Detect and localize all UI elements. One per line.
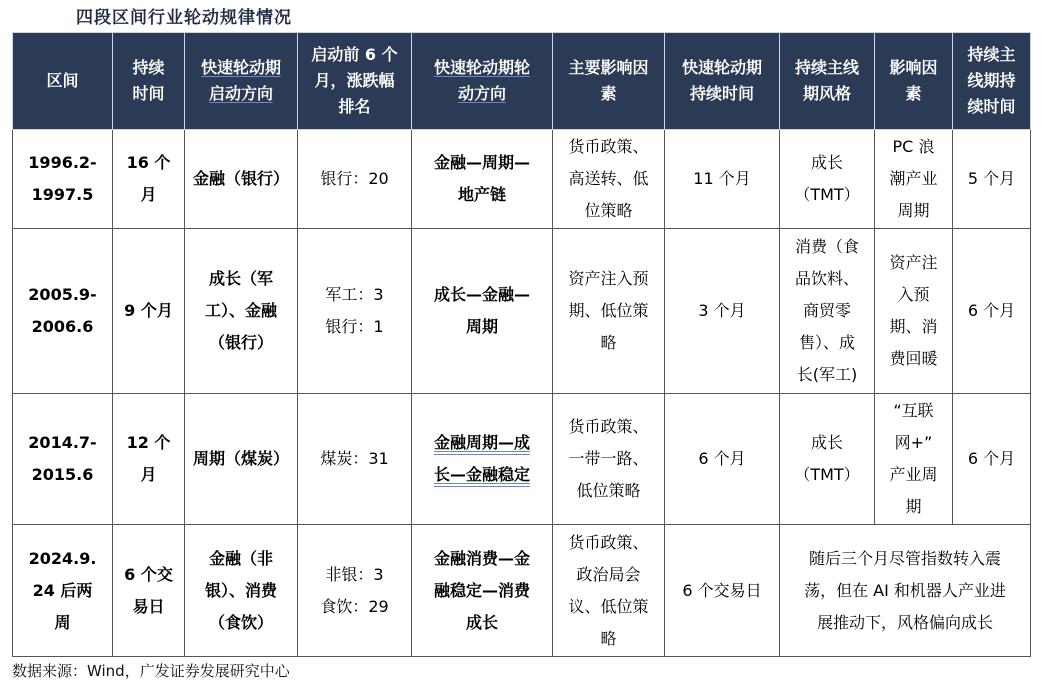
header-row — [13, 33, 1031, 130]
factors-cell — [553, 525, 665, 657]
header-cell — [13, 33, 113, 130]
cell-line: 高送转、低 — [568, 169, 649, 188]
table-title: 四段区间行业轮动规律情况 — [76, 8, 292, 28]
cell-line: 食饮：29 — [320, 596, 389, 616]
cell-line: （TMT） — [794, 185, 860, 204]
main-factors-cell — [875, 229, 953, 394]
cell-line: 期风格 — [802, 84, 851, 103]
cell-line: 周期（煤炭） — [192, 449, 289, 468]
cell-line: 线期持 — [967, 71, 1016, 90]
cell-line: 16 个 — [126, 153, 171, 172]
cell-line: 略 — [600, 628, 617, 648]
cell-line: 2024.9. — [28, 548, 97, 568]
cell-line: 6 个月 — [698, 449, 746, 468]
cell-line: 银行：20 — [320, 169, 389, 188]
table-row — [13, 394, 1031, 525]
cell-line: 24 后两 — [32, 580, 93, 600]
main-style-cell — [780, 394, 875, 525]
cell-line: 持续主 — [967, 45, 1016, 64]
ranking-cell — [298, 525, 412, 657]
cell-line: （TMT） — [794, 465, 860, 484]
rotation-direction-cell — [412, 394, 553, 525]
cell-line: 1996.2- — [28, 153, 97, 172]
cell-line: 资产注入预 — [568, 269, 649, 288]
cell-line: 品饮料、 — [794, 269, 859, 288]
cell-line: 融稳定—消费 — [433, 580, 530, 600]
cell-line: 荡，但在 AI 和机器人产业进 — [804, 580, 1006, 600]
cell-line: 持续主线 — [794, 58, 859, 77]
cell-line: 期 — [905, 497, 922, 516]
cell-line: 长(军工) — [796, 365, 858, 384]
cell-line: 6 个月 — [967, 449, 1016, 468]
factors-cell — [553, 394, 665, 525]
cell-line: 成长（军 — [208, 269, 273, 288]
cell-line: 2006.6 — [31, 317, 94, 336]
cell-line: 售）、成 — [798, 333, 855, 352]
cell-line: 潮产业 — [889, 169, 938, 188]
header-cell — [412, 33, 553, 130]
cell-line: 2015.6 — [31, 465, 94, 484]
cell-line: 启动方向 — [208, 84, 273, 103]
cell-line: 月 — [140, 465, 157, 484]
header-cell — [953, 33, 1031, 130]
ranking-cell — [298, 394, 412, 525]
cell-line: 2014.7- — [28, 433, 97, 452]
cell-line: 位策略 — [584, 201, 633, 220]
ranking-cell — [298, 130, 412, 229]
cell-line: 成长 — [465, 612, 498, 632]
cell-line: 素 — [600, 84, 617, 103]
cell-line: PC 浪 — [892, 137, 935, 156]
cell-line: 5 个月 — [967, 169, 1016, 188]
main-style-cell — [780, 229, 875, 394]
cell-line: 成长 — [810, 153, 843, 172]
cell-line: 货币政策、 — [568, 417, 649, 436]
duration-cell — [113, 394, 185, 525]
header-cell — [298, 33, 412, 130]
cell-line: 6 个月 — [967, 301, 1016, 320]
cell-line: （食饮） — [208, 612, 273, 632]
duration-cell — [113, 130, 185, 229]
cell-line: 金融消费—金 — [433, 548, 530, 568]
fast-duration-cell — [665, 525, 780, 657]
cell-line: 地产链 — [457, 185, 506, 204]
header-cell — [185, 33, 298, 130]
table-row — [13, 130, 1031, 229]
start-direction-cell — [185, 394, 298, 525]
table-row — [13, 229, 1031, 394]
factors-cell — [553, 130, 665, 229]
cell-line: 商贸零 — [802, 301, 851, 320]
cell-line: 快速轮动期 — [681, 58, 762, 77]
cell-line: 费回暖 — [889, 349, 938, 368]
period-cell — [13, 229, 113, 394]
duration-cell — [113, 229, 185, 394]
cell-line: 成长 — [810, 433, 843, 452]
cell-line: 快速轮动期轮 — [433, 58, 530, 77]
main-duration-cell — [953, 229, 1031, 394]
cell-line: 成长—金融— — [433, 285, 530, 304]
start-direction-cell — [185, 525, 298, 657]
cell-line: 非银：3 — [325, 564, 384, 584]
cell-line: 1997.5 — [31, 185, 94, 204]
main-duration-cell — [953, 394, 1031, 525]
cell-line: 续时间 — [967, 97, 1016, 116]
cell-line: 影响因 — [889, 58, 938, 77]
header-cell — [780, 33, 875, 130]
cell-line: 金融周期—成 — [433, 433, 530, 452]
cell-line: 入预 — [897, 285, 930, 304]
cell-line: 时间 — [132, 84, 165, 103]
cell-line: 排名 — [338, 97, 371, 116]
cell-line: 资产注 — [889, 253, 938, 272]
period-cell — [13, 525, 113, 657]
cell-line: 产业周 — [889, 465, 938, 484]
cell-line: 周期 — [465, 317, 498, 336]
cell-line: 主要影响因 — [568, 58, 649, 77]
cell-line: 低位策略 — [576, 481, 641, 500]
cell-line: 周期 — [897, 201, 930, 220]
cell-line: 工）、金融 — [204, 301, 277, 320]
cell-line: 9 个月 — [124, 301, 173, 320]
cell-line: 持续时间 — [689, 84, 754, 103]
cell-line: 3 个月 — [698, 301, 746, 320]
cell-line: 期、消 — [889, 317, 938, 336]
table-row — [13, 525, 1031, 657]
factors-cell — [553, 229, 665, 394]
cell-line: 展推动下，风格偏向成长 — [816, 612, 993, 632]
fast-duration-cell — [665, 394, 780, 525]
fast-duration-cell — [665, 130, 780, 229]
cell-line: 6 个交易日 — [682, 580, 762, 600]
rotation-direction-cell — [412, 130, 553, 229]
cell-line: 金融（非 — [208, 548, 273, 568]
rotation-direction-cell — [412, 229, 553, 394]
cell-line: 素 — [905, 84, 922, 103]
cell-line: 消费（食 — [794, 237, 859, 256]
cell-line: “互联 — [893, 401, 934, 420]
main-factors-cell — [875, 394, 953, 525]
merged-note-cell — [780, 525, 1031, 657]
cell-line: 动方向 — [457, 84, 506, 103]
cell-line: 月 — [140, 185, 157, 204]
period-cell — [13, 394, 113, 525]
cell-line: 周 — [54, 612, 71, 632]
start-direction-cell — [185, 229, 298, 394]
cell-line: 货币政策、 — [568, 137, 649, 156]
cell-line: 略 — [600, 333, 617, 352]
rotation-direction-cell — [412, 525, 553, 657]
header-cell — [553, 33, 665, 130]
header-cell — [665, 33, 780, 130]
duration-cell — [113, 525, 185, 657]
cell-line: 长—金融稳定 — [433, 465, 530, 484]
cell-line: 11 个月 — [693, 169, 751, 188]
cell-line: 银）、消费 — [204, 580, 277, 600]
cell-line: 议、低位策 — [568, 596, 649, 616]
source-note: 数据来源：Wind，广发证券发展研究中心 — [12, 662, 290, 680]
start-direction-cell — [185, 130, 298, 229]
cell-line: 随后三个月尽管指数转入震 — [808, 548, 1001, 568]
cell-line: 网+” — [894, 433, 933, 452]
cell-line: 银行：1 — [325, 317, 384, 336]
fast-duration-cell — [665, 229, 780, 394]
cell-line: 期、低位策 — [568, 301, 649, 320]
cell-line: 启动前 6 个 — [311, 45, 398, 64]
cell-line: 金融（银行） — [192, 169, 289, 188]
cell-line: 军工：3 — [325, 285, 384, 304]
cell-line: 快速轮动期 — [200, 58, 281, 77]
cell-line: 金融—周期— — [433, 153, 530, 172]
cell-line: 月，涨跌幅 — [314, 71, 395, 90]
main-factors-cell — [875, 130, 953, 229]
cell-line: 货币政策、 — [568, 532, 649, 552]
main-style-cell — [780, 130, 875, 229]
cell-line: 持续 — [132, 58, 165, 77]
header-cell — [875, 33, 953, 130]
cell-line: 2005.9- — [28, 285, 97, 304]
main-duration-cell — [953, 130, 1031, 229]
cell-line: 政治局会 — [576, 564, 641, 584]
cell-line: 易日 — [132, 596, 165, 616]
ranking-cell — [298, 229, 412, 394]
period-cell — [13, 130, 113, 229]
cell-line: 6 个交 — [124, 564, 173, 584]
cell-line: 区间 — [46, 71, 79, 90]
rotation-table — [12, 32, 1031, 657]
cell-line: 煤炭：31 — [320, 449, 389, 468]
header-cell — [113, 33, 185, 130]
cell-line: （银行） — [208, 333, 273, 352]
cell-line: 一带一路、 — [568, 449, 649, 468]
cell-line: 12 个 — [126, 433, 171, 452]
